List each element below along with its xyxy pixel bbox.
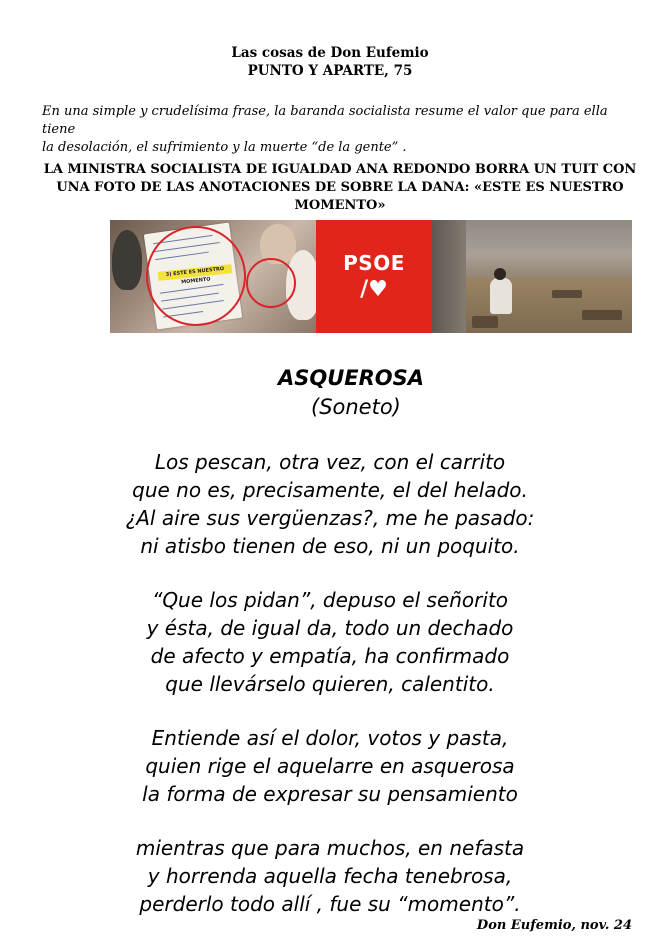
- headline-line-1: LA MINISTRA SOCIALISTA DE IGUALDAD ANA REDONDO BORRA UN TUIT CON: [43, 162, 637, 177]
- red-circle-annotation: [246, 258, 296, 308]
- column-name: Las cosas de Don Eufemio: [231, 45, 429, 61]
- notes-photo: [110, 220, 316, 333]
- poem-line: que llevárselo quieren, calentito.: [165, 672, 495, 696]
- debris: [472, 316, 498, 328]
- seated-man: [490, 278, 512, 314]
- flood-photo: [432, 220, 632, 333]
- psoe-logo: [316, 220, 432, 333]
- red-circle-annotation: [146, 226, 246, 326]
- poem-line: “Que los pidan”, depuso el señorito: [151, 588, 509, 612]
- debris: [552, 290, 582, 298]
- intro-line-2: la desolación, el sufrimiento y la muerte “de la gente” .: [42, 140, 407, 155]
- heart-icon: /♥: [360, 277, 388, 302]
- column-header: [0, 44, 660, 80]
- poem-stanza-1: [0, 448, 660, 560]
- intro-line-1: En una simple y crudelísima frase, la baranda socialista resume el valor que para ella tiene: [42, 104, 608, 137]
- poem-line: Entiende así el dolor, votos y pasta,: [151, 726, 509, 750]
- poem-stanza-3: [0, 724, 660, 808]
- seated-man-head: [494, 268, 506, 280]
- poem-title: ASQUEROSA: [278, 366, 425, 390]
- headline-line-3: MOMENTO»: [294, 198, 386, 213]
- poem-subtitle: (Soneto): [311, 395, 401, 419]
- headline-line-2: UNA FOTO DE LAS ANOTACIONES DE SOBRE LA DANA: «ESTE ES NUESTRO: [56, 180, 624, 195]
- wall-area: [432, 220, 466, 333]
- poem-line: y ésta, de igual da, todo un dechado: [146, 616, 514, 640]
- poem-stanza-4: [0, 834, 660, 918]
- highlighted-note: 3) ESTE ES NUESTRO MOMENTO: [158, 264, 233, 281]
- news-headline: [42, 161, 638, 215]
- poem-line: mientras que para muchos, en nefasta: [135, 836, 525, 860]
- poem-line: Los pescan, otra vez, con el carrito: [154, 450, 506, 474]
- poem-line: que no es, precisamente, el del helado.: [132, 478, 528, 502]
- poem-line: ni atisbo tienen de eso, ni un poquito.: [140, 534, 520, 558]
- poem-line: la forma de expresar su pensamiento: [142, 782, 518, 806]
- person-silhouette: [112, 230, 142, 290]
- author-signature: Don Eufemio, nov. 24: [476, 918, 632, 933]
- poem-line: ¿Al aire sus vergüenzas?, me he pasado:: [125, 506, 535, 530]
- intro-paragraph: [42, 103, 642, 157]
- poem-line: de afecto y empatía, ha confirmado: [150, 644, 510, 668]
- poem-stanza-2: [0, 586, 660, 698]
- column-number: PUNTO Y APARTE, 75: [247, 63, 413, 79]
- poem-line: perderlo todo allí , fue su “momento”.: [139, 892, 521, 916]
- photo-collage: [110, 220, 632, 333]
- debris: [582, 310, 622, 320]
- psoe-logo-text: PSOE: [343, 251, 405, 275]
- poem-line: quien rige el aquelarre en asquerosa: [145, 754, 515, 778]
- poem-line: y horrenda aquella fecha tenebrosa,: [147, 864, 513, 888]
